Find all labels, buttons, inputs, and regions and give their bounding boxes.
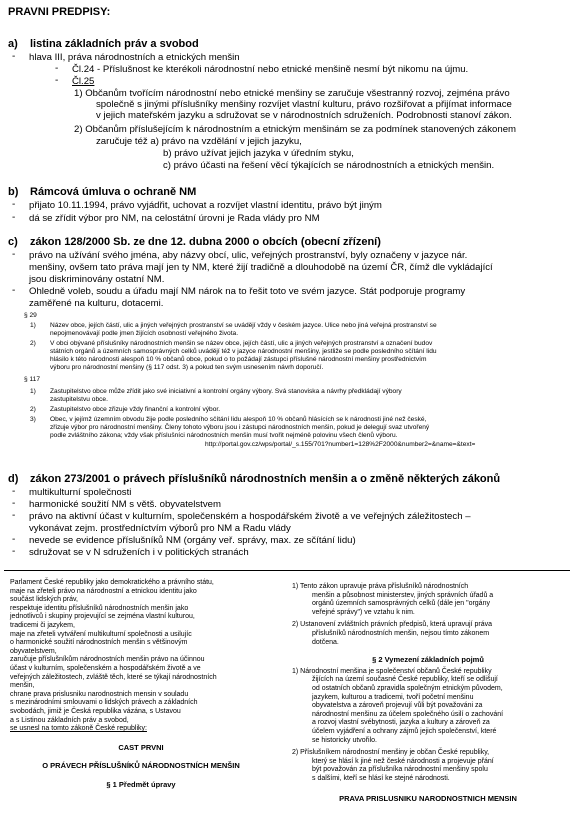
paragraph-117-1-line-2: zastupitelstvu obce. [50, 396, 108, 403]
dash-bullet: - [12, 51, 16, 62]
divider [4, 570, 570, 571]
section-d-label: d) [8, 473, 19, 485]
paragraph-117-num-2: 2) [30, 406, 36, 413]
article-25-p1-line-2: společně s jinými příslušníky menšiny rozvíjet vlastní kulturu, právo rozšiřovat a přijímat informace [96, 99, 512, 110]
preamble-line: maje na zřeteli vytváření multikulturní společnosti a usilujíc [10, 630, 192, 638]
right-line: příslušníků národnostních menšin, nejsou tímto zákonem [312, 629, 490, 637]
preamble-line: obyvatelstvem, [10, 647, 57, 655]
right-line: 1) Tento zákon upravuje práva příslušníků národnostních [292, 583, 469, 590]
section-c-line-2: menšiny, ovšem tato práva mají jen ty NM, které žijí tradičně a dlouhodobě na území ČR, čímž dle vykládající [29, 262, 493, 273]
paragraph-117-num-3: 3) [30, 416, 36, 423]
paragraph-29-1-line-2: nepojmenovávají podle jmen žijících osobností veřejného života. [50, 330, 239, 337]
law-preamble-column [10, 579, 272, 789]
right-line: s dalšími, kteří se hlásí ke stejné národnosti. [312, 774, 450, 782]
part-title: O PRÁVECH PŘÍSLUŠNÍKŮ NÁRODNOSTNÍCH MENŠIN [42, 761, 240, 771]
section-b-label: b) [8, 186, 19, 198]
paragraph-117-num-1: 1) [30, 388, 36, 395]
section-d-item: nevede se evidence příslušníků NM (orgány veř. správy, max. ze sčítání lidu) [29, 535, 356, 546]
preamble-line: se usnesl na tomto zákoně České republiky: [10, 725, 147, 733]
article-25-p1-line-3: v jejich mateřském jazyku a sdružovat se v národnostních sdruženích. Podrobnosti stanoví zákon. [96, 110, 512, 121]
section-a-title: listina základních práv a svobod [30, 38, 199, 50]
right-line: který se hlásí k jiné než české národnosti a projevuje přání [312, 757, 494, 765]
paragraph-29-2-line-3: hlásilo k této národnosti alespoň 10 % občanů obce, pokud o to požádají zástupci příslušné národnostní menšiny prostřednictvím [50, 356, 427, 363]
section-d-item: právo na aktivní účast v kulturním, společenském a hospodářském životě a ve veřejných záležitostech – [29, 511, 471, 522]
right-line: menšin a působnost ministerstev, jiných správních úřadů a [312, 591, 494, 599]
paragraph-117-3-line-2: zřizuje výbor pro národnostní menšiny. Členy tohoto výboru jsou i zástupci národnostních menšin, pokud je delegují svaz utvořený [50, 424, 430, 431]
preamble-line: součást lidských práv, [10, 596, 78, 604]
right-line: 2) Příslušníkem národnostní menšiny je občan České republiky, [292, 749, 490, 757]
dash-bullet: - [12, 546, 16, 557]
preamble-line: maje na zřeteli právo na národnostní a etnickou identitu jako [10, 587, 197, 595]
page-title: PRAVNI PREDPISY: [8, 6, 111, 18]
dash-bullet: - [12, 212, 16, 223]
paragraph-29-num-2: 2) [30, 340, 36, 347]
right-line: obyvatelstva a zároveň projevují vůli být považováni za [312, 702, 483, 710]
right-line: 1) Národnostní menšina je společenství občanů České republiky [292, 667, 492, 675]
section-d-item: multikulturní společnosti [29, 487, 132, 498]
preamble-line: zaručuje příslušníkům národnostních menšin právo na účinnou [10, 656, 205, 664]
right-line: dotčena. [312, 638, 339, 646]
section-b-line-1: přijato 10.11.1994, právo vyjádřit, uchovat a rozvíjet vlastní identitu, právo být jiným [29, 200, 382, 211]
part-heading: CAST PRVNI [118, 742, 164, 752]
article-24: Čl.24 - Příslušnost ke kterékoli národnostní nebo etnické menšině nesmí být nikomu na újmu. [72, 64, 469, 75]
section-d-heading [8, 473, 500, 485]
section-c-line-5: zaměřené na kulturu, dotacemi. [29, 298, 164, 309]
right-line: národnostní menšinu za účelem společného úsilí o zachování [312, 710, 504, 718]
dash-bullet: - [12, 199, 16, 210]
right-line: 2) Ustanovení zvláštních právních předpisů, která upravují práva [292, 621, 492, 629]
preamble-line: menšin, [10, 682, 35, 690]
preamble-line: Parlament České republiky jako demokratického a právního státu, [10, 579, 214, 586]
paragraph-117-1-line-1: Zastupitelstvo obce může zřídit jako své iniciativní a kontrolní orgány výbory. Svá stanoviska a návrhy předkládají výbory [50, 388, 402, 395]
paragraph-29-2-line-1: V obci obývané příslušníky národnostních menšin se název obce, jejích částí, ulic a jiných veřejných prostranství a označení budov [50, 340, 433, 347]
section-d-title: zákon 273/2001 o právech příslušníků národnostních menšin a o změně některých zákonů [30, 473, 501, 485]
section-c-line-4: Ohledně voleb, soudu a úřadu mají NM nárok na to řešit toto ve svém jazyce. Stát podporuje programy [29, 286, 466, 297]
dash-bullet: - [12, 510, 16, 521]
paragraph-29-1-line-1: Název obce, jejích částí, ulic a jiných veřejných prostranství se uvádějí vždy v českém jazyce. Ulice nebo jiná veřejná prostranství se [50, 322, 437, 329]
law-text-column [292, 583, 564, 804]
right-line: být považován za příslušníka národnostní menšiny spolu [312, 766, 488, 774]
rights-part-title: PRAVA PRISLUSNIKU NARODNOSTNICH MENSIN [339, 794, 517, 804]
dash-bullet: - [12, 285, 16, 296]
article-25-p1-line-1: 1) Občanům tvořícím národnostní nebo etnické menšiny se zaručuje všestranný rozvoj, zejména právo [74, 88, 510, 99]
section-b-line-2: dá se zřídit výbor pro NM, na celostátní úrovni je Rada vlády pro NM [29, 213, 320, 224]
preamble-line: svobodách, jimiž je Česká republika vázána, s Ustavou [10, 707, 181, 715]
source-url-link[interactable]: http://portal.gov.cz/wps/portal/_s.155/701?number1=128%2F2000&number2=&name=&text= [205, 441, 476, 448]
right-line: účelem vyjádření a ochrany zájmů jejich společenství, které [312, 727, 497, 735]
dash-bullet: - [55, 75, 59, 86]
preamble-line: respektuje identitu příslušníků národnostních menšin jako [10, 604, 189, 612]
right-line: jazykem, kulturou a tradicemi, tvoří početní menšinu [312, 693, 474, 701]
section-b-heading [8, 186, 196, 198]
paragraph-117-label: § 117 [24, 376, 41, 383]
article-25-p2-line-1: 2) Občanům příslušejícím k národnostním a etnickým menšinám se za podmínek stanovených zákonem [74, 124, 517, 135]
section-a-label: a) [8, 38, 18, 50]
paragraph-1-title: § 1 Předmět úpravy [106, 779, 176, 789]
section-c-line-1: právo na užívání svého jména, aby názvy obcí, ulic, veřejných prostranství, byly označeny v jazyce nár. [29, 250, 468, 261]
paragraph-29-2-line-4: výboru pro národnostní menšiny (§ 117 odst. 3) a pokud ten svým usnesením návrh doporučí. [50, 364, 324, 371]
preamble-line: chrane prava prislusniku narodnostnich mensin v souladu [10, 690, 189, 698]
section-d-item: sdružovat se v N sdruženích i v politických stranách [29, 547, 249, 558]
paragraph-117-2: Zastupitelstvo obce zřizuje vždy finanční a kontrolní výbor. [50, 406, 221, 413]
preamble-line: s mezinárodními smlouvami o lidských právech a základních [10, 699, 198, 707]
preamble-line: veřejných záležitostech, zvláště těch, které se týkají národnostních [10, 673, 217, 681]
article-25-p2-line-4: c) právo účasti na řešení věcí týkajících se národnostních a etnických menšin. [163, 160, 495, 171]
paragraph-29-2-line-2: státních orgánů a územních samosprávných celků uvádějí též v jazyce národnostní menšiny, jestliže se podle posledního sčítání lidu [50, 348, 437, 355]
preamble-line: a s Listinou základních práv a svobod, [10, 716, 129, 724]
dash-bullet: - [12, 534, 16, 545]
section-c-label: c) [8, 236, 18, 248]
paragraph-29-label: § 29 [24, 312, 37, 319]
paragraph-2-title: § 2 Vymezení základních pojmů [372, 655, 484, 665]
paragraph-29-num-1: 1) [30, 322, 36, 329]
paragraph-117-3-line-1: Obec, v jejímž územním obvodu žije podle posledního sčítání lidu alespoň 10 % občanů hlásících se k národnosti jiné než české, [50, 416, 427, 423]
section-d-item: harmonické soužití NM s větš. obyvatelstvem [29, 499, 221, 510]
section-c-title: zákon 128/2000 Sb. ze dne 12. dubna 2000 o obcích (obecní zřízení) [30, 236, 381, 248]
dash-bullet: - [12, 249, 16, 260]
right-line: žijících na území současné České republiky, kteří se odlišují [312, 676, 498, 684]
article-25-p2-line-2: zaručuje též a) právo na vzdělání v jejich jazyku, [96, 136, 302, 147]
right-line: veřejné správy") ve vztahu k nim. [312, 608, 415, 616]
dash-bullet: - [12, 486, 16, 497]
dash-bullet: - [55, 63, 59, 74]
section-c-line-3: jsou diskriminovány ostatní NM. [29, 274, 165, 285]
paragraph-117-3-line-3: podle zvláštního zákona; vždy však příslušníci národnostních menšin musí tvořit nejméně polovinu všech členů výboru. [50, 432, 398, 439]
article-25: Čl.25 [72, 76, 95, 87]
preamble-line: o harmonické soužití národnostních menšin s většinovým [10, 639, 188, 647]
section-a-heading [8, 38, 199, 50]
section-c-heading [8, 236, 381, 248]
right-line: se historicky utvořilo. [312, 736, 377, 744]
preamble-line: jednotlivců i skupiny projevující se zejména vlastní kulturou, [10, 613, 195, 621]
section-d-item: vykonávat zejm. prostředníctvím výborů pro NM a Radu vlády [29, 523, 291, 534]
right-line: a rozvoj vlastní svébytnosti, jazyka a kultury a zároveň za [312, 719, 490, 727]
preamble-line: tradicemi či jazykem, [10, 621, 75, 629]
right-line: orgánů územních samosprávných celků (dále jen "orgány [312, 600, 490, 608]
right-line: od ostatních občanů zpravidla společným etnickým původem, [312, 684, 503, 692]
article-25-p2-line-3: b) právo užívat jejich jazyka v úředním styku, [163, 148, 354, 159]
preamble-line: účast v kulturním, společenském a hospodářském životě a ve [10, 664, 201, 672]
section-b-title: Rámcová úmluva o ochraně NM [30, 186, 197, 198]
dash-bullet: - [12, 498, 16, 509]
section-a-line-1: hlava III, práva národnostních a etnických menšin [29, 52, 240, 63]
